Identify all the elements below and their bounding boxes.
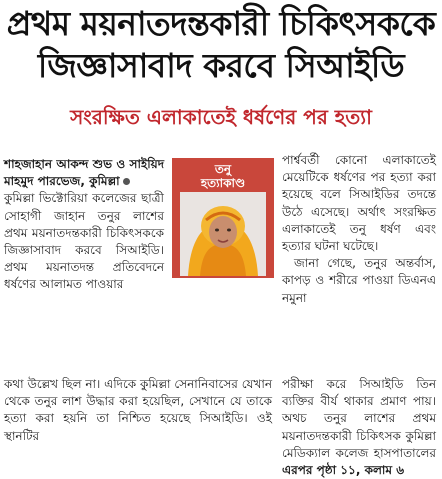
continuation-note: এরপর পৃষ্ঠা ১১, কলাম ৬	[282, 463, 405, 478]
left-column-text: কুমিল্লা ভিক্টোরিয়া কলেজের ছাত্রী সোহাগী জাহান তনুর লাশের প্রথম ময়নাতদন্তকারী চিকিৎসককে জিজ্ঞাসাবাদ করবে সিআইডি। প্রথম ময়নাতদন্ত প্রতিবেদনে ধর্ষণের আলামত পাওয়ার	[4, 191, 164, 292]
subheadline: সংরক্ষিত এলাকাতেই ধর্ষণের পর হত্যা	[70, 105, 372, 129]
photo-caption-line-2: হত্যাকাণ্ড	[200, 176, 246, 190]
portrait-image	[180, 192, 266, 276]
photo-caption-line-1: তনু	[214, 162, 232, 176]
article-photo	[172, 158, 274, 278]
headline-line-2: জিজ্ঞাসাবাদ করবে সিআইডি	[37, 46, 405, 85]
right-column-paragraph-1: পার্শ্ববর্তী কোনো এলাকাতেই মেয়েটিকে ধর্ষণের পর হত্যা করা হয়েছে বলে সিআইডির তদন্তে উঠে এসেছে। অর্থাৎ সংরক্ষিত এলাকাতেই তনু ধর্ষণ এবং হত্যার ঘটনা ঘটেছে।	[282, 153, 436, 254]
byline	[4, 156, 164, 190]
bottom-right-text: পরীক্ষা করে সিআইডি তিন ব্যক্তির বীর্য থাকার প্রমাণ পায়। অথচ তনুর লাশের প্রথম ময়নাতদন্তকারী চিকিৎসক কুমিল্লা মেডিক্যাল কলেজ হাসপাতালের	[282, 377, 436, 460]
right-column-paragraph-2: জানা গেছে, তনুর অন্তর্বাস, কাপড় ও শরীরে পাওয়া ডিএনএ নমুনা	[282, 256, 436, 305]
bottom-right-column	[282, 376, 436, 479]
right-column	[282, 152, 436, 307]
bullet-icon	[123, 178, 130, 185]
left-column	[4, 156, 164, 294]
headline-line-1: প্রথম ময়নাতদন্তকারী চিকিৎসককে	[6, 4, 436, 43]
bottom-left-text: কথা উল্লেখ ছিল না। এদিকে কুমিল্লা সেনানিবাসের যেখান থেকে তনুর লাশ উদ্ধার করা হয়েছিল, সেখানে যে তাকে হত্যা করা হয়নি তা নিশ্চিত হয়েছে সিআইডি। ওই স্থানটির	[4, 377, 272, 443]
byline-place: কুমিল্লা	[89, 174, 120, 189]
photo-caption	[172, 158, 274, 190]
byline-authors: শাহজাহান আকন্দ শুভ ও সাইয়িদ মাহমুদ পারভেজ,	[4, 157, 164, 189]
